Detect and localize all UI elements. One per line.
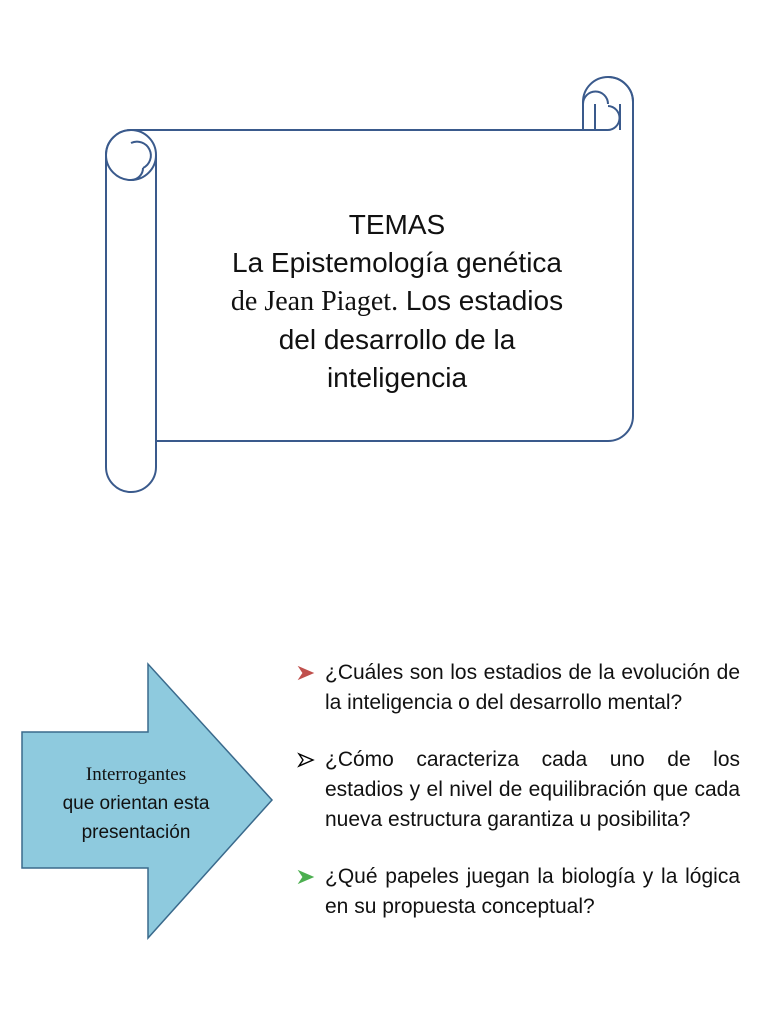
list-item xyxy=(296,658,740,718)
arrow-label-line2: que orientan esta xyxy=(62,793,210,814)
arrow-label xyxy=(36,760,236,847)
question-text: ¿Qué papeles juegan la biología y la lógica en su propuesta conceptual? xyxy=(325,865,740,918)
scroll-line-desarrollo: del desarrollo de la xyxy=(278,324,516,355)
arrow-label-line3: presentación xyxy=(81,822,191,843)
arrow-label-line1: Interrogantes xyxy=(85,764,187,785)
questions-list xyxy=(296,658,740,949)
list-item xyxy=(296,862,740,922)
scroll-line-temas: TEMAS xyxy=(348,209,446,240)
arrow-bullet-icon xyxy=(296,745,318,775)
arrow-bullet-icon xyxy=(296,862,318,892)
question-text: ¿Cómo caracteriza cada uno de los estadios y el nivel de equilibración que cada nueva estructura garantiza u posibilita? xyxy=(325,748,740,831)
list-item xyxy=(296,745,740,835)
arrow-bullet-icon xyxy=(296,658,318,688)
question-text: ¿Cuáles son los estadios de la evolución de la inteligencia o del desarrollo mental? xyxy=(325,661,740,714)
scroll-line-piaget-serif: de Jean Piaget. xyxy=(230,286,399,317)
scroll-line-inteligencia: inteligencia xyxy=(326,362,468,393)
scroll-line-epistemologia: La Epistemología genética xyxy=(232,247,562,278)
scroll-line-piaget-sans: Los estadios xyxy=(398,285,564,316)
